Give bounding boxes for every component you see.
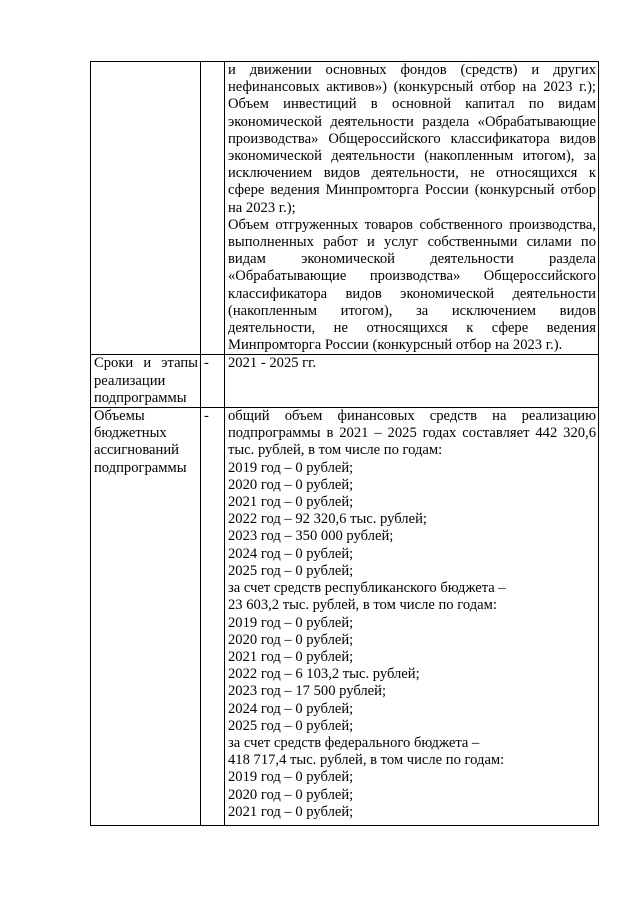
row-body-line: 2023 год – 17 500 рублей; xyxy=(228,683,387,700)
row-label-line: реализации xyxy=(94,372,166,389)
row-body-line: выполненных работ и услуг собственными силами по xyxy=(228,234,596,251)
row-label-line: бюджетных xyxy=(94,425,167,442)
table-row xyxy=(91,355,599,408)
row-body-line: экономической деятельности (накопленным итогом), за xyxy=(228,148,596,165)
row-body-line: 2020 год – 0 рублей; xyxy=(228,476,354,493)
row-body-line: 2019 год – 0 рублей; xyxy=(228,769,354,786)
row-body-line: 2025 год – 0 рублей; xyxy=(228,717,354,734)
row-label-line: Объемы xyxy=(94,408,145,425)
row-body-line: 2020 год – 0 рублей; xyxy=(228,631,354,648)
row-body-line: 2024 год – 0 рублей; xyxy=(228,700,354,717)
row-body-line: деятельности, не относящихся к сфере ведения xyxy=(228,320,596,337)
row-label-cell xyxy=(91,408,201,826)
row-body-line: 2023 год – 350 000 рублей; xyxy=(228,528,394,545)
row-body-line: видам экономической деятельности раздела xyxy=(228,251,596,268)
row-body-line: экономической деятельности раздела «Обрабатывающие xyxy=(228,113,596,130)
row-dash-cell xyxy=(201,408,225,826)
row-label-cell xyxy=(91,355,201,408)
row-label-line: подпрограммы xyxy=(94,389,187,406)
row-dash-cell xyxy=(201,355,225,408)
row-body-line: 2025 год – 0 рублей; xyxy=(228,562,354,579)
row-body-line: «Обрабатывающие производства» Общероссийского xyxy=(228,268,596,285)
row-body-line: 2021 год – 0 рублей; xyxy=(228,494,354,511)
row-body-cell xyxy=(225,408,599,826)
row-body-line: 2019 год – 0 рублей; xyxy=(228,614,354,631)
row-dash-cell xyxy=(201,62,225,355)
row-body-line: Объем инвестиций в основной капитал по видам xyxy=(228,96,596,113)
row-dash: - xyxy=(204,355,209,372)
row-body-line: 2020 год – 0 рублей; xyxy=(228,786,354,803)
row-body-line: (накопленным итогом), за исключением видов xyxy=(228,302,596,319)
row-body-line: 2024 год – 0 рублей; xyxy=(228,545,354,562)
row-body-line: производства» Общероссийского классификатора видов xyxy=(228,130,596,147)
row-body-line: 2021 год – 0 рублей; xyxy=(228,803,354,820)
row-label-line: ассигнований xyxy=(94,442,179,459)
row-body-line: 418 717,4 тыс. рублей, в том числе по годам: xyxy=(228,752,505,769)
row-label-cell xyxy=(91,62,201,355)
row-body-line: исключением видов деятельности, не относящихся к xyxy=(228,165,596,182)
row-body-line: за счет средств федерального бюджета – xyxy=(228,734,480,751)
row-body-line: на 2023 г.); xyxy=(228,199,296,216)
row-body-line: классификатора видов экономической деятельности xyxy=(228,285,596,302)
row-body-line: 2021 год – 0 рублей; xyxy=(228,648,354,665)
row-body-line: за счет средств республиканского бюджета – xyxy=(228,580,506,597)
row-body-line: Минпромторга России (конкурсный отбор на 2023 г.). xyxy=(228,337,563,354)
row-body-line: Объем отгруженных товаров собственного производства, xyxy=(228,216,596,233)
row-body-line: подпрограммы в 2021 – 2025 годах составляет 442 320,6 xyxy=(228,425,596,442)
row-dash: - xyxy=(204,408,209,425)
row-body-line: 2019 год – 0 рублей; xyxy=(228,459,354,476)
row-body-line: 2022 год – 92 320,6 тыс. рублей; xyxy=(228,511,427,528)
subprogram-passport-table xyxy=(90,61,599,826)
row-body-line: 2022 год – 6 103,2 тыс. рублей; xyxy=(228,666,420,683)
row-body-cell xyxy=(225,355,599,408)
row-label-line: подпрограммы xyxy=(94,459,187,476)
row-body-line: общий объем финансовых средств на реализацию xyxy=(228,408,596,425)
row-body-line: сфере ведения Минпромторга России (конкурсный отбор xyxy=(228,182,596,199)
row-body-line: нефинансовых активов») (конкурсный отбор на 2023 г.); xyxy=(228,79,596,96)
row-body-line: и движении основных фондов (средств) и других xyxy=(228,62,596,78)
row-body-line: 2021 - 2025 гг. xyxy=(228,355,317,372)
table-row xyxy=(91,408,599,826)
table-row xyxy=(91,62,599,355)
row-body-cell xyxy=(225,62,599,355)
row-label-line: Сроки и этапы xyxy=(94,355,198,372)
row-body-line: тыс. рублей, в том числе по годам: xyxy=(228,442,443,459)
row-body-line: 23 603,2 тыс. рублей, в том числе по годам: xyxy=(228,597,497,614)
